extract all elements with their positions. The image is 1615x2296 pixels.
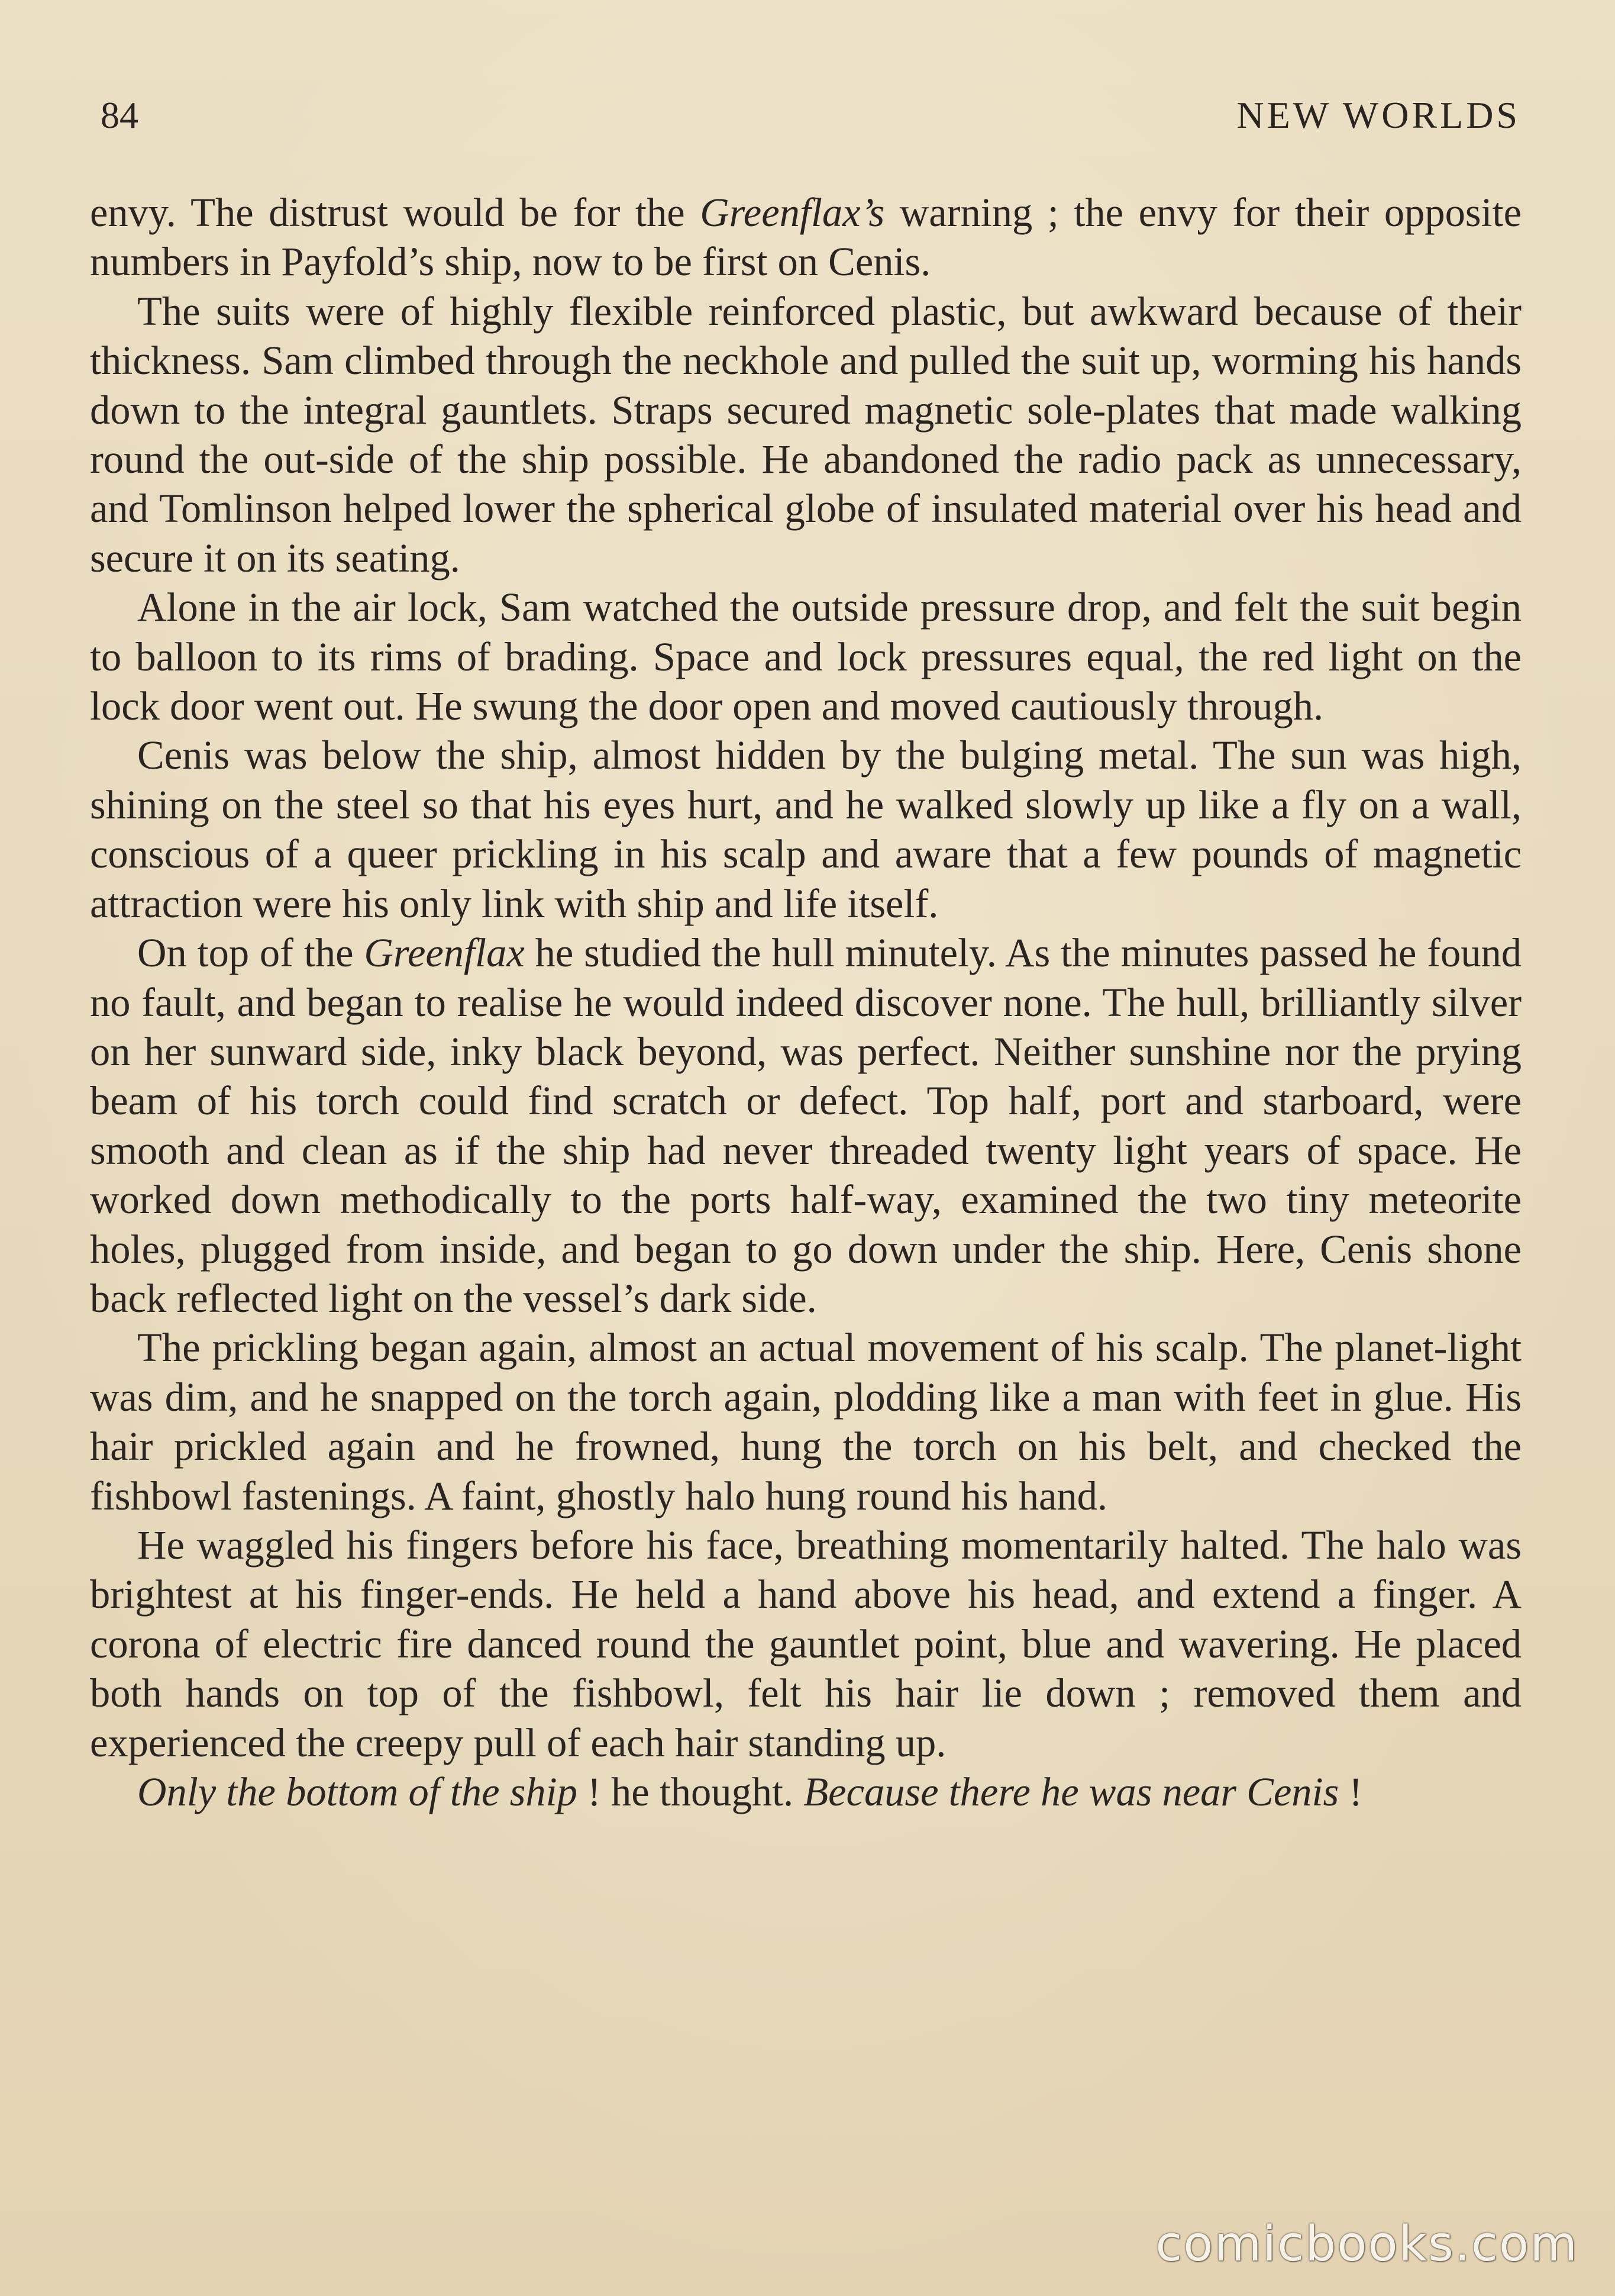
paragraph-7: He waggled his fingers before his face, breathing momentarily halted. The halo was brightest at his finger-ends. He held a hand above his head, and extend a finger. A corona of electric fire danced round the gauntlet point, blue and wavering. He placed both hands on top of the fishbowl, felt his hair lie down ; removed them and experienced the creepy pull of each hair standing up. <box>90 1522 1522 1765</box>
running-title: NEW WORLDS <box>1236 94 1520 136</box>
ship-name: Greenflax’s <box>700 190 885 235</box>
paragraph-6: The prickling began again, almost an actual movement of his scalp. The planet-light was dim, and he snapped on the torch again, plodding like a man with feet in glue. His hair prickled again and he frowned, hung the torch on his belt, and checked the fishbowl fastenings. A faint, ghostly halo hung round his hand. <box>90 1325 1522 1518</box>
thought-text: Only the bottom of the ship <box>137 1769 577 1814</box>
ship-name: Greenflax <box>364 930 525 976</box>
thought-text: Because there he was near Cenis <box>803 1769 1339 1814</box>
paragraph-4: Cenis was below the ship, almost hidden by the bulging metal. The sun was high, shining on the steel so that his eyes hurt, and he walked slowly up like a fly on a wall, conscious of a queer prickling in his scalp and aware that a few pounds of magnetic attraction were his only link with ship and life itself. <box>90 733 1522 926</box>
paragraph-8: Only the bottom of the ship ! he thought. Because there he was near Cenis ! <box>137 1769 1363 1814</box>
paragraph-5: On top of the Greenflax he studied the hull minutely. As the minutes passed he found no fault, and began to realise he would indeed discover none. The hull, brilliantly silver on her sunward side, inky black beyond, was perfect. Neither sunshine nor the prying beam of his torch could find scratch or defect. Top half, port and starboard, were smooth and clean as if the ship had never threaded twenty light years of space. He worked down methodically to the ports half-way, examined the two tiny meteorite holes, plugged from inside, and began to go down under the ship. Here, Cenis shone back reflected light on the vessel’s dark side. <box>90 930 1522 1321</box>
paragraph-2: The suits were of highly flexible reinforced plastic, but awkward because of their thickness. Sam climbed through the neckhole and pulled the suit up, worming his hands down to the integral gauntlets. Straps secured magnetic sole-plates that made walking round the out-side of the ship possible. He abandoned the radio pack as unnecessary, and Tomlinson helped lower the spherical globe of insulated material over his head and secure it on its seating. <box>90 288 1522 581</box>
body-text <box>90 188 1522 1817</box>
watermark: comicbooks.com <box>1155 2216 1578 2272</box>
page-number: 84 <box>101 94 138 136</box>
paragraph-1: envy. The distrust would be for the Greenflax’s warning ; the envy for their opposite numbers in Payfold’s ship, now to be first on Cenis. <box>90 190 1522 285</box>
running-head <box>101 89 1520 142</box>
paragraph-3: Alone in the air lock, Sam watched the outside pressure drop, and felt the suit begin to balloon to its rims of brading. Space and lock pressures equal, the red light on the lock door went out. He swung the door open and moved cautiously through. <box>90 585 1522 729</box>
